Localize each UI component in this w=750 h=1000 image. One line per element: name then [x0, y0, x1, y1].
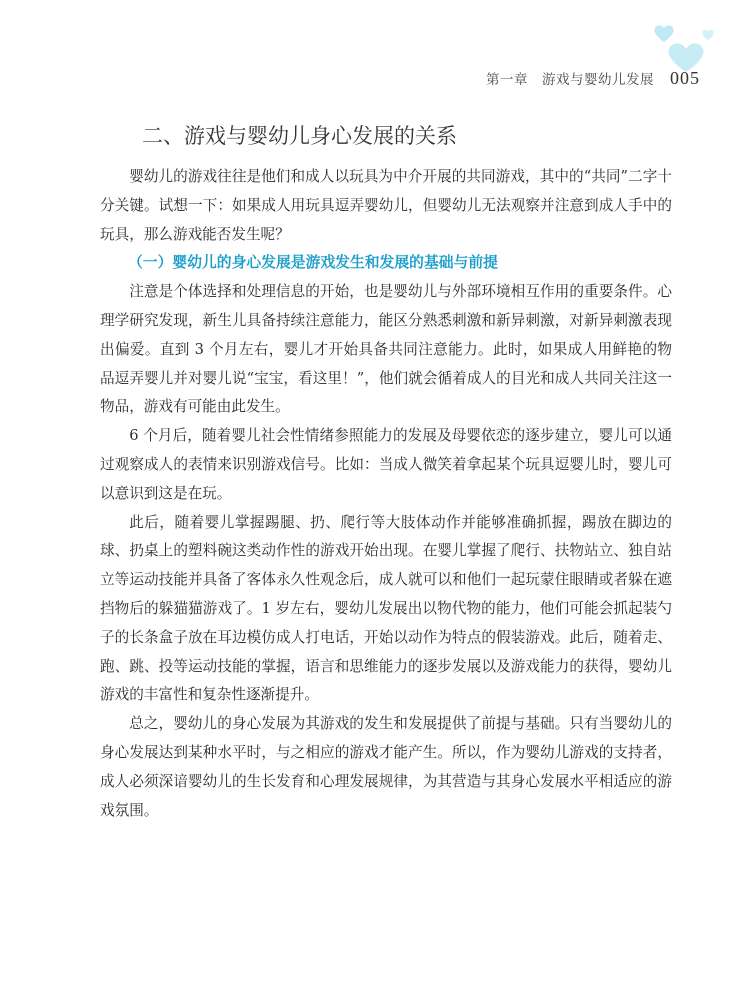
paragraph-motor-skills: 此后，随着婴儿掌握踢腿、扔、爬行等大肢体动作并能够准确抓握，踢放在脚边的球、扔桌上的塑料碗这类动作性的游戏开始出现。在婴儿掌握了爬行、扶物站立、独自站立等运动技能并具备了客体永久性观念后，成人就可以和他们一起玩蒙住眼睛或者躲在遮挡物后的躲猫猫游戏了。1 岁左右，婴幼儿发展出以物代物的能力，他们可能会抓起装勺子的长条盒子放在耳边模仿成人打电话，开始以动作为特点的假装游戏。此后，随着走、跑、跳、投等运动技能的掌握，语言和思维能力的逐步发展以及游戏能力的获得，婴幼儿游戏的丰富性和复杂性逐渐提升。	[100, 513, 672, 704]
page-number: 005	[670, 68, 700, 88]
running-head	[486, 68, 700, 89]
body-text	[100, 163, 672, 825]
small-heart-icon	[654, 25, 673, 42]
intro-paragraph: 婴幼儿的游戏往往是他们和成人以玩具为中介开展的共同游戏，其中的“共同”二字十分关键。试想一下：如果成人用玩具逗弄婴幼儿，但婴幼儿无法观察并注意到成人手中的玩具，那么游戏能否发生呢？	[100, 168, 672, 243]
section-title: 二、游戏与婴幼儿身心发展的关系	[142, 124, 457, 148]
paragraph-summary: 总之，婴幼儿的身心发展为其游戏的发生和发展提供了前提与基础。只有当婴幼儿的身心发展达到某种水平时，与之相应的游戏才能产生。所以，作为婴幼儿游戏的支持者，成人必须深谙婴幼儿的生长发育和心理发展规律，为其营造与其身心发展水平相适应的游戏氛围。	[100, 715, 672, 819]
paragraph-attention: 注意是个体选择和处理信息的开始，也是婴幼儿与外部环境相互作用的重要条件。心理学研究发现，新生儿具备持续注意能力，能区分熟悉刺激和新异刺激，对新异刺激表现出偏爱。直到 3 个月左右，婴儿才开始具备共同注意能力。此时，如果成人用鲜艳的物品逗弄婴儿并对婴儿说“宝宝，看这里！”，他们就会循着成人的目光和成人共同关注这一物品，游戏有可能由此发生。	[100, 283, 672, 416]
paragraph-six-months: 6 个月后，随着婴儿社会性情绪参照能力的发展及母婴依恋的逐步建立，婴儿可以通过观察成人的表情来识别游戏信号。比如：当成人微笑着拿起某个玩具逗婴儿时，婴儿可以意识到这是在玩。	[100, 427, 672, 502]
chapter-title: 第一章 游戏与婴幼儿发展	[486, 72, 654, 88]
subsection-heading: （一）婴幼儿的身心发展是游戏发生和发展的基础与前提	[128, 254, 498, 272]
tiny-heart-icon	[702, 30, 713, 40]
